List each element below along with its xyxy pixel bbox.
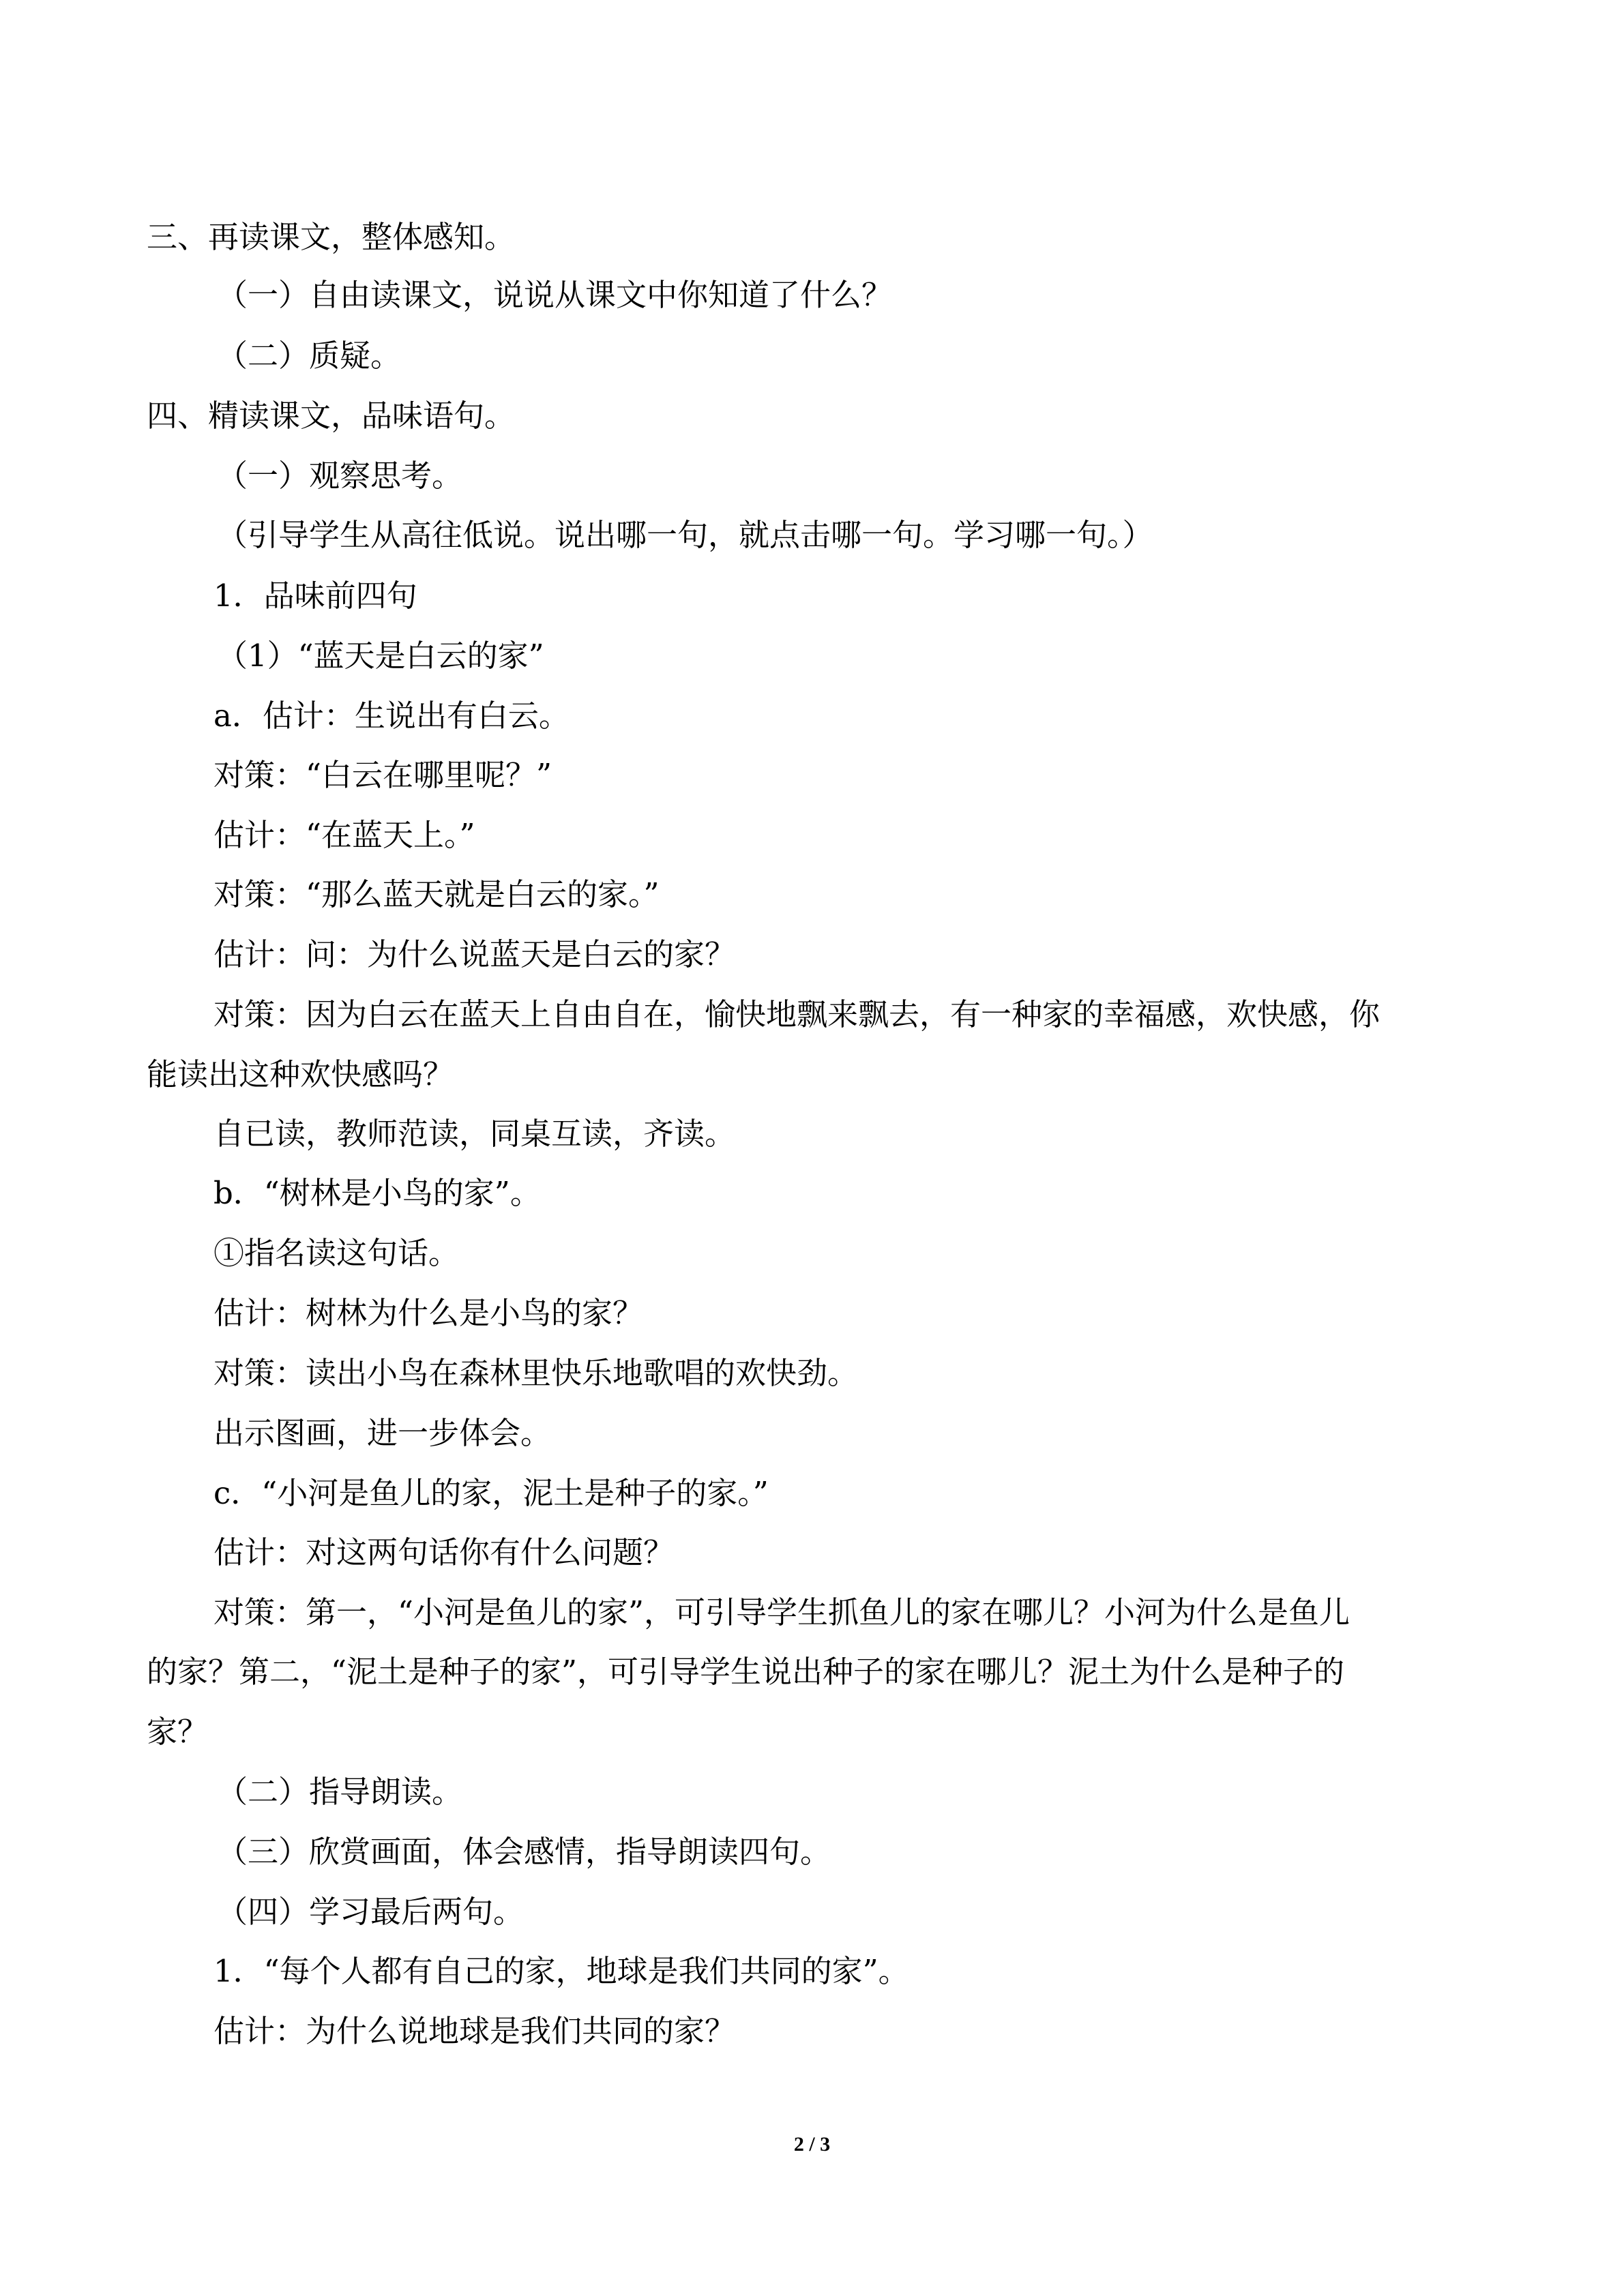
- text-line: 能读出这种欢快感吗？: [147, 1056, 454, 1092]
- text-line: c．“小河是鱼儿的家，泥土是种子的家。”: [213, 1475, 769, 1511]
- text-line: 的家？第二，“泥土是种子的家”，可引导学生说出种子的家在哪儿？泥土为什么是种子的: [147, 1654, 1345, 1690]
- text-line: 对策：“白云在哪里呢？”: [213, 757, 552, 793]
- subsection-free-reading: （一）自由读课文，说说从课文中你知道了什么？: [217, 277, 893, 313]
- text-line: 自已读，教师范读，同桌互读，齐读。: [213, 1116, 736, 1152]
- text-line: 家？: [147, 1714, 209, 1750]
- text-line: 估计：树林为什么是小鸟的家？: [213, 1295, 644, 1331]
- text-line: 对策：因为白云在蓝天上自由自在，愉快地飘来飘去，有一种家的幸福感，欢快感，你: [213, 996, 1381, 1032]
- section-heading-4: 四、精读课文，品味语句。: [147, 398, 516, 434]
- text-line: 估计：为什么说地球是我们共同的家？: [213, 2013, 736, 2049]
- section-heading-3: 三、再读课文，整体感知。: [147, 219, 516, 255]
- text-line: 估计：问：为什么说蓝天是白云的家？: [213, 936, 736, 972]
- text-line: 对策：“那么蓝天就是白云的家。”: [213, 876, 660, 912]
- text-line: 估计：“在蓝天上。”: [213, 817, 475, 853]
- text-line: 出示图画，进一步体会。: [213, 1415, 552, 1451]
- text-line: a．估计：生说出有白云。: [213, 698, 570, 734]
- item-blue-sky: （1）“蓝天是白云的家”: [217, 638, 544, 674]
- text-line: 对策：第一，“小河是鱼儿的家”，可引导学生抓鱼儿的家在哪儿？小河为什么是鱼儿: [213, 1594, 1350, 1630]
- subsection-appreciate: （三）欣赏画面，体会感情，指导朗读四句。: [217, 1834, 831, 1870]
- page-number: 2 / 3: [793, 2133, 831, 2156]
- teacher-note: （引导学生从高往低说。说出哪一句，就点击哪一句。学习哪一句。）: [217, 517, 1153, 553]
- text-line: 1．“每个人都有自己的家，地球是我们共同的家”。: [213, 1953, 909, 1989]
- text-line: b．“树林是小鸟的家”。: [213, 1175, 541, 1211]
- text-line: 对策：读出小鸟在森林里快乐地歌唱的欢快劲。: [213, 1355, 859, 1391]
- text-line: 估计：对这两句话你有什么问题？: [213, 1534, 675, 1570]
- item-first-four-lines: 1．品味前四句: [213, 578, 417, 614]
- text-line: ①指名读这句话。: [213, 1235, 460, 1271]
- subsection-last-two-lines: （四）学习最后两句。: [217, 1894, 525, 1930]
- subsection-observe-think: （一）观察思考。: [217, 458, 463, 494]
- subsection-guided-reading: （二）指导朗读。: [217, 1774, 463, 1810]
- subsection-questioning: （二）质疑。: [217, 338, 402, 374]
